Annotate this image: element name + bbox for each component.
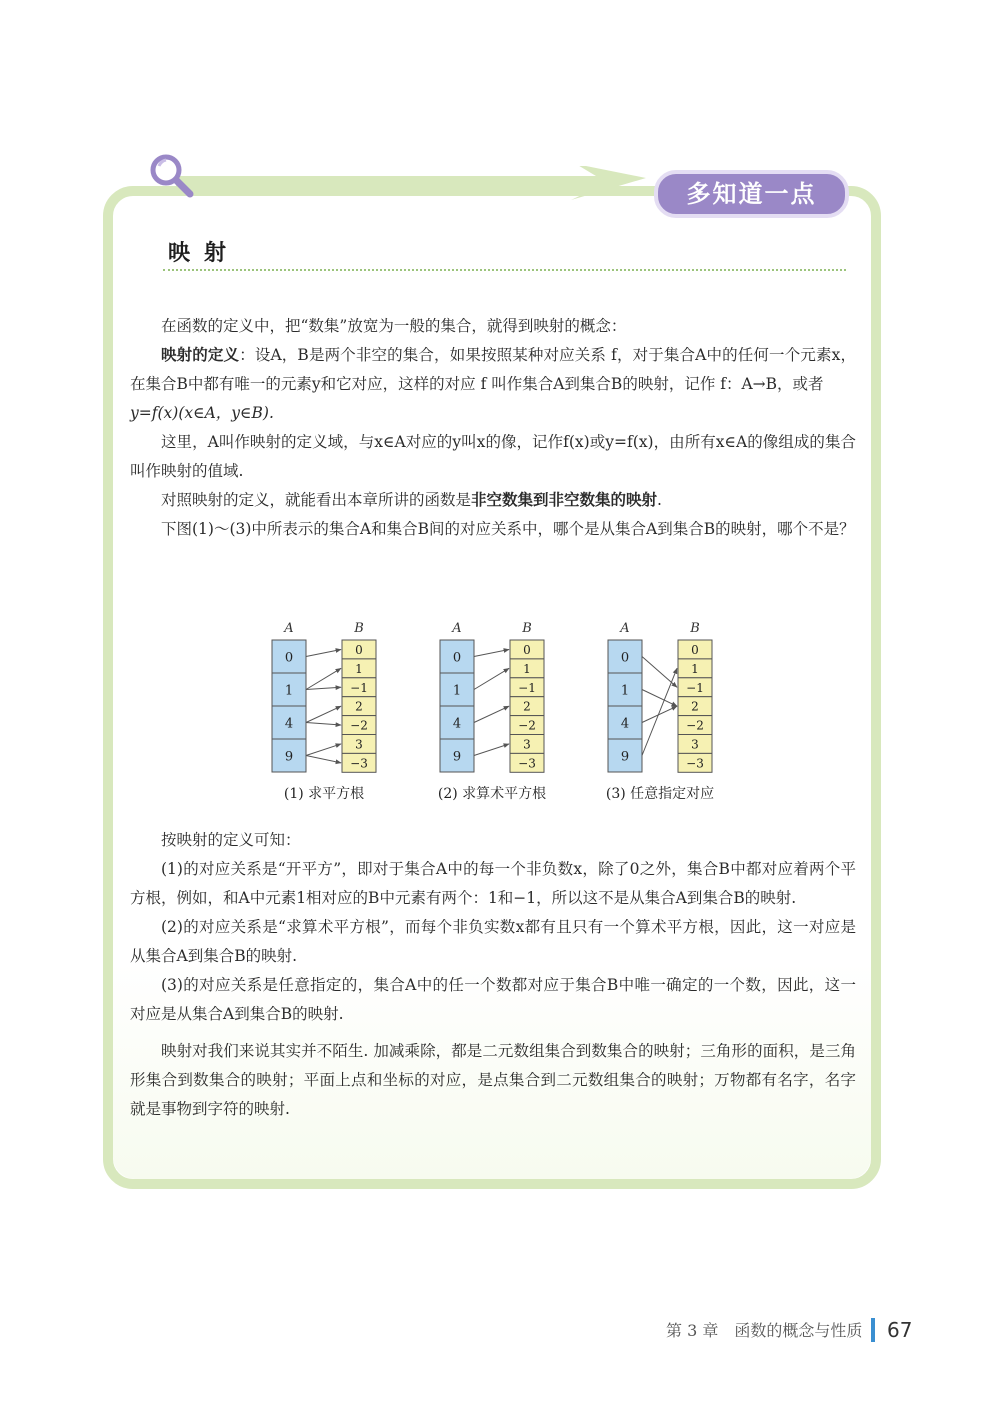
set-a-label: A xyxy=(284,621,294,636)
set-a-label: A xyxy=(620,621,630,636)
diagram-caption: (1) 求平方根 xyxy=(283,786,365,802)
set-a-value: 9 xyxy=(452,749,462,765)
explanation-2: (2)的对应关系是“求算术平方根”，而每个非负实数x都有且只有一个算术平方根，因此，这一对应是从集合A到集合B的映射. xyxy=(130,918,856,965)
set-a-value: 0 xyxy=(284,650,294,666)
mapping-arrow xyxy=(474,744,509,756)
diagram-caption: (2) 求算术平方根 xyxy=(437,786,547,802)
set-a-value: 4 xyxy=(452,716,462,732)
set-b-value: 3 xyxy=(355,737,363,752)
set-b-label: B xyxy=(522,621,532,636)
set-b-value: 2 xyxy=(355,699,363,714)
footer-divider xyxy=(871,1318,875,1342)
explanation-intro: 按映射的定义可知： xyxy=(161,831,301,849)
set-a-value: 1 xyxy=(284,683,294,699)
definition-paragraph xyxy=(130,341,856,399)
explanation-1: (1)的对应关系是“开平方”，即对于集合A中的每一个非负数x，除了0之外，集合B中都对应着两个平方根，例如，和A中元素1相对应的B中元素有两个：1和−1，所以这不是从集合A到集合B的映射. xyxy=(130,860,856,907)
heading-divider xyxy=(163,269,846,271)
set-b-value: −3 xyxy=(350,756,368,771)
magnifier-icon xyxy=(148,152,198,202)
mapping-arrow xyxy=(642,668,677,755)
mapping-arrow xyxy=(474,706,509,722)
function-text-a: 对照映射的定义，就能看出本章所讲的函数是 xyxy=(161,491,472,509)
function-paragraph xyxy=(130,486,856,515)
mapping-arrow xyxy=(306,649,341,656)
set-b-value: 1 xyxy=(355,661,363,676)
closing-paragraph: 映射对我们来说其实并不陌生. 加减乘除，都是二元数组集合到数集合的映射；三角形的面积，是三角形集合到数集合的映射；平面上点和坐标的对应，是点集合到二元数组集合的映射；万物都有名字，名字就是事物到字符的映射. xyxy=(130,1042,856,1118)
mapping-arrow xyxy=(306,687,341,689)
set-b-value: −3 xyxy=(518,756,536,771)
set-a-value: 1 xyxy=(620,683,630,699)
set-b-value: 2 xyxy=(691,699,699,714)
set-b-value: 1 xyxy=(691,661,699,676)
explanation-block xyxy=(130,826,856,1124)
set-b-value: −2 xyxy=(518,718,536,733)
set-a-value: 4 xyxy=(284,716,294,732)
set-b-value: 0 xyxy=(523,642,531,657)
definition-label: 映射的定义 xyxy=(161,346,240,364)
page-title: 映射 xyxy=(168,241,241,266)
set-a-value: 0 xyxy=(452,650,462,666)
set-a-value: 4 xyxy=(620,716,630,732)
page-number: 67 xyxy=(887,1318,913,1342)
mapping-arrow xyxy=(306,756,341,763)
set-b-value: 0 xyxy=(355,642,363,657)
set-b-value: 1 xyxy=(523,661,531,676)
domain-range-paragraph: 这里，A叫作映射的定义域，与x∈A对应的y叫x的像，记作f(x)或y=f(x)，由所有x∈A的像组成的集合叫作映射的值域. xyxy=(130,433,856,480)
mapping-arrow xyxy=(306,706,341,722)
mapping-arrow xyxy=(474,668,509,689)
set-a-value: 9 xyxy=(284,749,294,765)
intro-paragraph: 在函数的定义中，把“数集”放宽为一般的集合，就得到映射的概念： xyxy=(161,317,627,335)
mapping-arrow xyxy=(306,668,341,689)
mapping-arrow xyxy=(642,690,677,707)
set-b-label: B xyxy=(690,621,700,636)
set-b-value: 2 xyxy=(523,699,531,714)
decorative-arrow-icon xyxy=(176,166,646,202)
mapping-arrow xyxy=(306,723,341,726)
set-b-value: −1 xyxy=(350,680,368,695)
set-a-value: 9 xyxy=(620,749,630,765)
question-paragraph: 下图(1)～(3)中所表示的集合A和集合B间的对应关系中，哪个是从集合A到集合B的映射，哪个不是？ xyxy=(161,520,855,538)
set-b-value: −3 xyxy=(686,756,704,771)
set-b-value: −2 xyxy=(686,718,704,733)
diagram-caption: (3) 任意指定对应 xyxy=(605,786,715,802)
mapping-formula: y=f(x)(x∈A，y∈B). xyxy=(130,404,274,422)
section-badge: 多知道一点 xyxy=(654,170,849,218)
mapping-arrow xyxy=(474,649,509,656)
set-b-value: 0 xyxy=(691,642,699,657)
mapping-diagrams xyxy=(262,616,762,816)
set-b-value: −1 xyxy=(518,680,536,695)
set-a-value: 0 xyxy=(620,650,630,666)
set-b-value: 3 xyxy=(523,737,531,752)
mapping-arrow xyxy=(642,706,677,722)
definition-block xyxy=(130,312,856,544)
set-b-value: −2 xyxy=(350,718,368,733)
explanation-3: (3)的对应关系是任意指定的，集合A中的任一个数都对应于集合B中唯一确定的一个数，因此，这一对应是从集合A到集合B的映射. xyxy=(130,976,856,1023)
function-text-c: . xyxy=(657,491,662,509)
mapping-arrow xyxy=(306,744,341,756)
function-text-bold: 非空数集到非空数集的映射 xyxy=(471,491,658,509)
set-b-value: −1 xyxy=(686,680,704,695)
definition-text: ：设A，B是两个非空的集合，如果按照某种对应关系 f，对于集合A中的任何一个元素x，在集合B中都有唯一的元素y和它对应，这样的对应 f 叫作集合A到集合B的映射，记作 f：A→B，或者 xyxy=(130,346,856,393)
set-b-label: B xyxy=(354,621,364,636)
chapter-footer: 第 3 章 函数的概念与性质 xyxy=(666,1321,863,1340)
set-a-value: 1 xyxy=(452,683,462,699)
set-b-value: 3 xyxy=(691,737,699,752)
set-a-label: A xyxy=(452,621,462,636)
